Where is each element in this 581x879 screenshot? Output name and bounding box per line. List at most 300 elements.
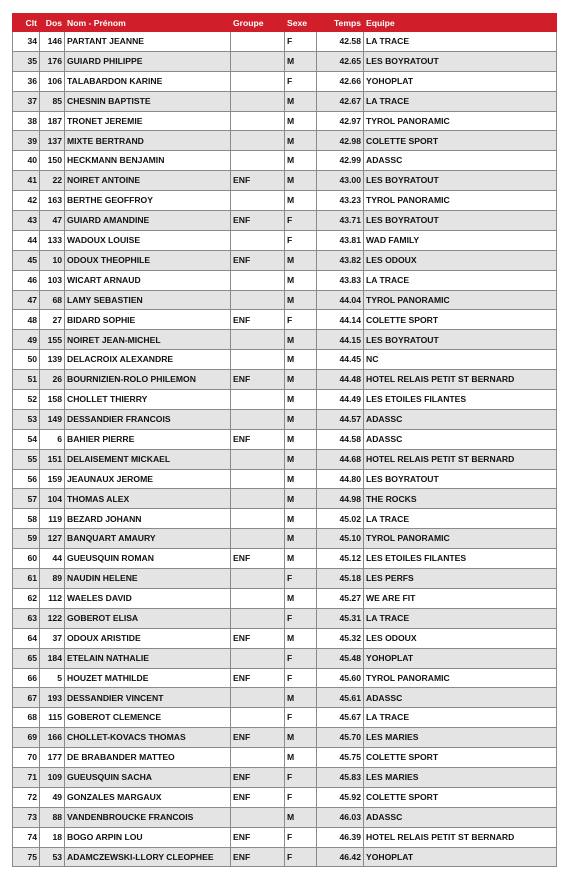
cell-clt: 34 bbox=[13, 32, 40, 52]
table-row bbox=[13, 529, 557, 549]
cell-dos: 115 bbox=[40, 708, 65, 728]
cell-nom: CHESNIN BAPTISTE bbox=[65, 91, 231, 111]
cell-groupe bbox=[231, 350, 285, 370]
cell-dos: 104 bbox=[40, 489, 65, 509]
cell-sexe: F bbox=[285, 230, 317, 250]
cell-groupe bbox=[231, 688, 285, 708]
table-row bbox=[13, 131, 557, 151]
cell-groupe bbox=[231, 529, 285, 549]
cell-clt: 65 bbox=[13, 648, 40, 668]
cell-sexe: F bbox=[285, 787, 317, 807]
cell-dos: 26 bbox=[40, 370, 65, 390]
cell-equipe: LA TRACE bbox=[364, 708, 557, 728]
cell-sexe: M bbox=[285, 728, 317, 748]
cell-nom: BOGO ARPIN LOU bbox=[65, 827, 231, 847]
table-row bbox=[13, 648, 557, 668]
cell-sexe: M bbox=[285, 529, 317, 549]
cell-clt: 73 bbox=[13, 807, 40, 827]
cell-groupe bbox=[231, 390, 285, 410]
cell-temps: 45.60 bbox=[317, 668, 364, 688]
cell-clt: 38 bbox=[13, 111, 40, 131]
cell-temps: 44.98 bbox=[317, 489, 364, 509]
cell-groupe: ENF bbox=[231, 310, 285, 330]
cell-nom: THOMAS ALEX bbox=[65, 489, 231, 509]
cell-sexe: M bbox=[285, 688, 317, 708]
cell-equipe: HOTEL RELAIS PETIT ST BERNARD bbox=[364, 827, 557, 847]
cell-dos: 193 bbox=[40, 688, 65, 708]
cell-dos: 149 bbox=[40, 409, 65, 429]
cell-nom: GONZALES MARGAUX bbox=[65, 787, 231, 807]
table-body bbox=[13, 32, 557, 867]
cell-dos: 109 bbox=[40, 767, 65, 787]
cell-groupe: ENF bbox=[231, 767, 285, 787]
cell-sexe: M bbox=[285, 51, 317, 71]
cell-equipe: NC bbox=[364, 350, 557, 370]
header-clt: Clt bbox=[13, 14, 40, 32]
cell-temps: 44.80 bbox=[317, 469, 364, 489]
table-row bbox=[13, 51, 557, 71]
cell-sexe: M bbox=[285, 91, 317, 111]
cell-dos: 166 bbox=[40, 728, 65, 748]
cell-equipe: LES BOYRATOUT bbox=[364, 211, 557, 231]
cell-clt: 35 bbox=[13, 51, 40, 71]
cell-clt: 61 bbox=[13, 569, 40, 589]
cell-clt: 40 bbox=[13, 151, 40, 171]
table-row bbox=[13, 171, 557, 191]
cell-nom: BOURNIZIEN-ROLO PHILEMON bbox=[65, 370, 231, 390]
cell-equipe: TYROL PANORAMIC bbox=[364, 529, 557, 549]
cell-temps: 45.48 bbox=[317, 648, 364, 668]
cell-equipe: THE ROCKS bbox=[364, 489, 557, 509]
table-row bbox=[13, 728, 557, 748]
header-sexe: Sexe bbox=[285, 14, 317, 32]
cell-clt: 39 bbox=[13, 131, 40, 151]
cell-temps: 44.68 bbox=[317, 449, 364, 469]
cell-sexe: M bbox=[285, 191, 317, 211]
cell-groupe: ENF bbox=[231, 171, 285, 191]
cell-temps: 42.98 bbox=[317, 131, 364, 151]
cell-nom: GUIARD PHILIPPE bbox=[65, 51, 231, 71]
cell-dos: 133 bbox=[40, 230, 65, 250]
cell-equipe: LES PERFS bbox=[364, 569, 557, 589]
table-row bbox=[13, 330, 557, 350]
cell-temps: 45.83 bbox=[317, 767, 364, 787]
cell-clt: 44 bbox=[13, 230, 40, 250]
cell-sexe: F bbox=[285, 827, 317, 847]
cell-clt: 71 bbox=[13, 767, 40, 787]
cell-equipe: LES BOYRATOUT bbox=[364, 51, 557, 71]
cell-sexe: M bbox=[285, 270, 317, 290]
cell-sexe: M bbox=[285, 171, 317, 191]
cell-groupe: ENF bbox=[231, 549, 285, 569]
cell-temps: 42.65 bbox=[317, 51, 364, 71]
cell-groupe bbox=[231, 509, 285, 529]
cell-clt: 62 bbox=[13, 588, 40, 608]
cell-nom: WAELES DAVID bbox=[65, 588, 231, 608]
cell-clt: 63 bbox=[13, 608, 40, 628]
cell-clt: 69 bbox=[13, 728, 40, 748]
cell-equipe: COLETTE SPORT bbox=[364, 131, 557, 151]
cell-groupe: ENF bbox=[231, 787, 285, 807]
cell-clt: 42 bbox=[13, 191, 40, 211]
cell-groupe bbox=[231, 807, 285, 827]
cell-clt: 48 bbox=[13, 310, 40, 330]
cell-temps: 42.99 bbox=[317, 151, 364, 171]
cell-nom: GOBEROT ELISA bbox=[65, 608, 231, 628]
cell-sexe: F bbox=[285, 310, 317, 330]
cell-clt: 54 bbox=[13, 429, 40, 449]
cell-groupe bbox=[231, 409, 285, 429]
cell-equipe: TYROL PANORAMIC bbox=[364, 191, 557, 211]
table-row bbox=[13, 151, 557, 171]
table-row bbox=[13, 191, 557, 211]
cell-dos: 137 bbox=[40, 131, 65, 151]
cell-sexe: M bbox=[285, 489, 317, 509]
cell-equipe: YOHOPLAT bbox=[364, 847, 557, 867]
cell-equipe: LES ODOUX bbox=[364, 250, 557, 270]
cell-equipe: ADASSC bbox=[364, 409, 557, 429]
cell-temps: 43.71 bbox=[317, 211, 364, 231]
cell-dos: 119 bbox=[40, 509, 65, 529]
cell-sexe: M bbox=[285, 111, 317, 131]
cell-temps: 45.61 bbox=[317, 688, 364, 708]
results-table bbox=[12, 13, 557, 867]
cell-dos: 127 bbox=[40, 529, 65, 549]
cell-clt: 50 bbox=[13, 350, 40, 370]
cell-sexe: M bbox=[285, 469, 317, 489]
table-row bbox=[13, 569, 557, 589]
cell-clt: 60 bbox=[13, 549, 40, 569]
cell-clt: 51 bbox=[13, 370, 40, 390]
cell-temps: 45.10 bbox=[317, 529, 364, 549]
cell-groupe bbox=[231, 230, 285, 250]
cell-clt: 37 bbox=[13, 91, 40, 111]
cell-equipe: LA TRACE bbox=[364, 91, 557, 111]
cell-groupe bbox=[231, 151, 285, 171]
cell-clt: 56 bbox=[13, 469, 40, 489]
cell-groupe bbox=[231, 489, 285, 509]
cell-groupe bbox=[231, 131, 285, 151]
cell-nom: MIXTE BERTRAND bbox=[65, 131, 231, 151]
cell-temps: 46.39 bbox=[317, 827, 364, 847]
cell-groupe: ENF bbox=[231, 211, 285, 231]
cell-equipe: LES MARIES bbox=[364, 767, 557, 787]
cell-temps: 43.00 bbox=[317, 171, 364, 191]
cell-dos: 27 bbox=[40, 310, 65, 330]
cell-dos: 177 bbox=[40, 748, 65, 768]
cell-dos: 49 bbox=[40, 787, 65, 807]
header-dos: Dos bbox=[40, 14, 65, 32]
table-row bbox=[13, 748, 557, 768]
cell-dos: 103 bbox=[40, 270, 65, 290]
cell-sexe: M bbox=[285, 250, 317, 270]
cell-temps: 46.03 bbox=[317, 807, 364, 827]
table-row bbox=[13, 270, 557, 290]
cell-equipe: LA TRACE bbox=[364, 32, 557, 52]
cell-nom: DELACROIX ALEXANDRE bbox=[65, 350, 231, 370]
cell-temps: 45.02 bbox=[317, 509, 364, 529]
cell-nom: ODOUX ARISTIDE bbox=[65, 628, 231, 648]
cell-dos: 10 bbox=[40, 250, 65, 270]
cell-groupe bbox=[231, 290, 285, 310]
cell-groupe bbox=[231, 469, 285, 489]
cell-equipe: ADASSC bbox=[364, 807, 557, 827]
header-equipe: Equipe bbox=[364, 14, 557, 32]
cell-sexe: F bbox=[285, 71, 317, 91]
cell-equipe: LA TRACE bbox=[364, 608, 557, 628]
cell-dos: 37 bbox=[40, 628, 65, 648]
cell-groupe bbox=[231, 608, 285, 628]
cell-equipe: TYROL PANORAMIC bbox=[364, 290, 557, 310]
cell-equipe: YOHOPLAT bbox=[364, 71, 557, 91]
cell-temps: 42.66 bbox=[317, 71, 364, 91]
cell-groupe bbox=[231, 51, 285, 71]
cell-nom: BIDARD SOPHIE bbox=[65, 310, 231, 330]
cell-temps: 42.58 bbox=[317, 32, 364, 52]
cell-clt: 59 bbox=[13, 529, 40, 549]
cell-equipe: LES ETOILES FILANTES bbox=[364, 390, 557, 410]
cell-dos: 184 bbox=[40, 648, 65, 668]
cell-nom: PARTANT JEANNE bbox=[65, 32, 231, 52]
cell-equipe: COLETTE SPORT bbox=[364, 310, 557, 330]
cell-nom: DE BRABANDER MATTEO bbox=[65, 748, 231, 768]
cell-sexe: M bbox=[285, 628, 317, 648]
table-row bbox=[13, 509, 557, 529]
cell-clt: 46 bbox=[13, 270, 40, 290]
cell-equipe: LES ETOILES FILANTES bbox=[364, 549, 557, 569]
cell-groupe bbox=[231, 71, 285, 91]
cell-sexe: M bbox=[285, 409, 317, 429]
cell-nom: CHOLLET THIERRY bbox=[65, 390, 231, 410]
cell-nom: HECKMANN BENJAMIN bbox=[65, 151, 231, 171]
cell-nom: CHOLLET-KOVACS THOMAS bbox=[65, 728, 231, 748]
cell-sexe: M bbox=[285, 807, 317, 827]
header-nom: Nom - Prénom bbox=[65, 14, 231, 32]
cell-temps: 43.23 bbox=[317, 191, 364, 211]
cell-nom: JEAUNAUX JEROME bbox=[65, 469, 231, 489]
cell-groupe: ENF bbox=[231, 370, 285, 390]
cell-equipe: COLETTE SPORT bbox=[364, 748, 557, 768]
table-row bbox=[13, 211, 557, 231]
cell-groupe bbox=[231, 708, 285, 728]
cell-sexe: F bbox=[285, 668, 317, 688]
cell-equipe: WAD FAMILY bbox=[364, 230, 557, 250]
cell-temps: 45.67 bbox=[317, 708, 364, 728]
table-row bbox=[13, 71, 557, 91]
cell-dos: 47 bbox=[40, 211, 65, 231]
cell-groupe bbox=[231, 588, 285, 608]
cell-clt: 49 bbox=[13, 330, 40, 350]
cell-sexe: M bbox=[285, 449, 317, 469]
cell-sexe: F bbox=[285, 708, 317, 728]
cell-sexe: M bbox=[285, 151, 317, 171]
cell-temps: 44.04 bbox=[317, 290, 364, 310]
cell-nom: WADOUX LOUISE bbox=[65, 230, 231, 250]
cell-groupe bbox=[231, 32, 285, 52]
table-row bbox=[13, 708, 557, 728]
cell-clt: 70 bbox=[13, 748, 40, 768]
cell-temps: 45.92 bbox=[317, 787, 364, 807]
cell-sexe: M bbox=[285, 370, 317, 390]
cell-temps: 42.67 bbox=[317, 91, 364, 111]
cell-dos: 53 bbox=[40, 847, 65, 867]
cell-clt: 47 bbox=[13, 290, 40, 310]
cell-temps: 44.58 bbox=[317, 429, 364, 449]
cell-temps: 44.14 bbox=[317, 310, 364, 330]
cell-dos: 139 bbox=[40, 350, 65, 370]
table-row bbox=[13, 668, 557, 688]
cell-nom: ODOUX THEOPHILE bbox=[65, 250, 231, 270]
cell-clt: 55 bbox=[13, 449, 40, 469]
cell-groupe: ENF bbox=[231, 728, 285, 748]
cell-groupe bbox=[231, 748, 285, 768]
cell-nom: HOUZET MATHILDE bbox=[65, 668, 231, 688]
cell-dos: 44 bbox=[40, 549, 65, 569]
cell-equipe: ADASSC bbox=[364, 429, 557, 449]
cell-clt: 74 bbox=[13, 827, 40, 847]
cell-dos: 122 bbox=[40, 608, 65, 628]
cell-groupe: ENF bbox=[231, 250, 285, 270]
cell-nom: TALABARDON KARINE bbox=[65, 71, 231, 91]
cell-clt: 75 bbox=[13, 847, 40, 867]
cell-clt: 53 bbox=[13, 409, 40, 429]
cell-temps: 45.31 bbox=[317, 608, 364, 628]
table-row bbox=[13, 628, 557, 648]
table-row bbox=[13, 290, 557, 310]
cell-groupe bbox=[231, 111, 285, 131]
cell-sexe: F bbox=[285, 847, 317, 867]
table-row bbox=[13, 588, 557, 608]
cell-groupe: ENF bbox=[231, 628, 285, 648]
cell-groupe: ENF bbox=[231, 847, 285, 867]
cell-equipe: LES BOYRATOUT bbox=[364, 469, 557, 489]
cell-groupe bbox=[231, 449, 285, 469]
cell-clt: 43 bbox=[13, 211, 40, 231]
cell-temps: 45.12 bbox=[317, 549, 364, 569]
cell-nom: GUIARD AMANDINE bbox=[65, 211, 231, 231]
cell-sexe: M bbox=[285, 390, 317, 410]
cell-clt: 67 bbox=[13, 688, 40, 708]
cell-nom: BEZARD JOHANN bbox=[65, 509, 231, 529]
table-row bbox=[13, 32, 557, 52]
cell-sexe: F bbox=[285, 767, 317, 787]
cell-temps: 45.32 bbox=[317, 628, 364, 648]
cell-temps: 43.82 bbox=[317, 250, 364, 270]
cell-clt: 72 bbox=[13, 787, 40, 807]
cell-dos: 155 bbox=[40, 330, 65, 350]
cell-sexe: F bbox=[285, 569, 317, 589]
cell-sexe: M bbox=[285, 588, 317, 608]
cell-equipe: HOTEL RELAIS PETIT ST BERNARD bbox=[364, 449, 557, 469]
header-row bbox=[13, 14, 557, 32]
table-row bbox=[13, 409, 557, 429]
cell-nom: LAMY SEBASTIEN bbox=[65, 290, 231, 310]
cell-dos: 163 bbox=[40, 191, 65, 211]
cell-nom: BANQUART AMAURY bbox=[65, 529, 231, 549]
header-temps: Temps bbox=[317, 14, 364, 32]
cell-sexe: F bbox=[285, 608, 317, 628]
cell-equipe: TYROL PANORAMIC bbox=[364, 111, 557, 131]
cell-dos: 150 bbox=[40, 151, 65, 171]
cell-temps: 44.57 bbox=[317, 409, 364, 429]
cell-equipe: LA TRACE bbox=[364, 509, 557, 529]
cell-sexe: M bbox=[285, 131, 317, 151]
cell-sexe: F bbox=[285, 211, 317, 231]
cell-dos: 85 bbox=[40, 91, 65, 111]
cell-dos: 158 bbox=[40, 390, 65, 410]
table-row bbox=[13, 350, 557, 370]
cell-equipe: HOTEL RELAIS PETIT ST BERNARD bbox=[364, 370, 557, 390]
cell-equipe: LES BOYRATOUT bbox=[364, 330, 557, 350]
cell-equipe: ADASSC bbox=[364, 688, 557, 708]
cell-temps: 44.15 bbox=[317, 330, 364, 350]
cell-dos: 89 bbox=[40, 569, 65, 589]
cell-sexe: M bbox=[285, 429, 317, 449]
cell-nom: BAHIER PIERRE bbox=[65, 429, 231, 449]
cell-temps: 46.42 bbox=[317, 847, 364, 867]
cell-nom: DELAISEMENT MICKAEL bbox=[65, 449, 231, 469]
cell-clt: 58 bbox=[13, 509, 40, 529]
cell-dos: 106 bbox=[40, 71, 65, 91]
cell-dos: 187 bbox=[40, 111, 65, 131]
cell-equipe: LES MARIES bbox=[364, 728, 557, 748]
cell-sexe: M bbox=[285, 350, 317, 370]
table-row bbox=[13, 549, 557, 569]
table-row bbox=[13, 469, 557, 489]
cell-nom: NOIRET JEAN-MICHEL bbox=[65, 330, 231, 350]
cell-clt: 36 bbox=[13, 71, 40, 91]
cell-equipe: TYROL PANORAMIC bbox=[364, 668, 557, 688]
table-row bbox=[13, 449, 557, 469]
cell-nom: GOBEROT CLEMENCE bbox=[65, 708, 231, 728]
cell-sexe: M bbox=[285, 290, 317, 310]
cell-nom: BERTHE GEOFFROY bbox=[65, 191, 231, 211]
header-groupe: Groupe bbox=[231, 14, 285, 32]
cell-clt: 41 bbox=[13, 171, 40, 191]
cell-nom: DESSANDIER FRANCOIS bbox=[65, 409, 231, 429]
cell-clt: 66 bbox=[13, 668, 40, 688]
cell-equipe: LA TRACE bbox=[364, 270, 557, 290]
cell-dos: 146 bbox=[40, 32, 65, 52]
cell-clt: 64 bbox=[13, 628, 40, 648]
table-row bbox=[13, 250, 557, 270]
cell-dos: 5 bbox=[40, 668, 65, 688]
cell-temps: 44.49 bbox=[317, 390, 364, 410]
cell-temps: 43.83 bbox=[317, 270, 364, 290]
cell-clt: 57 bbox=[13, 489, 40, 509]
cell-temps: 44.48 bbox=[317, 370, 364, 390]
table-row bbox=[13, 847, 557, 867]
cell-equipe: ADASSC bbox=[364, 151, 557, 171]
cell-nom: ETELAIN NATHALIE bbox=[65, 648, 231, 668]
cell-nom: TRONET JEREMIE bbox=[65, 111, 231, 131]
cell-temps: 42.97 bbox=[317, 111, 364, 131]
cell-dos: 112 bbox=[40, 588, 65, 608]
cell-groupe: ENF bbox=[231, 668, 285, 688]
cell-clt: 45 bbox=[13, 250, 40, 270]
cell-temps: 45.18 bbox=[317, 569, 364, 589]
table-row bbox=[13, 807, 557, 827]
cell-groupe bbox=[231, 191, 285, 211]
cell-groupe bbox=[231, 648, 285, 668]
table-row bbox=[13, 429, 557, 449]
cell-equipe: YOHOPLAT bbox=[364, 648, 557, 668]
cell-dos: 151 bbox=[40, 449, 65, 469]
cell-dos: 18 bbox=[40, 827, 65, 847]
table-row bbox=[13, 827, 557, 847]
cell-nom: WICART ARNAUD bbox=[65, 270, 231, 290]
table-row bbox=[13, 688, 557, 708]
